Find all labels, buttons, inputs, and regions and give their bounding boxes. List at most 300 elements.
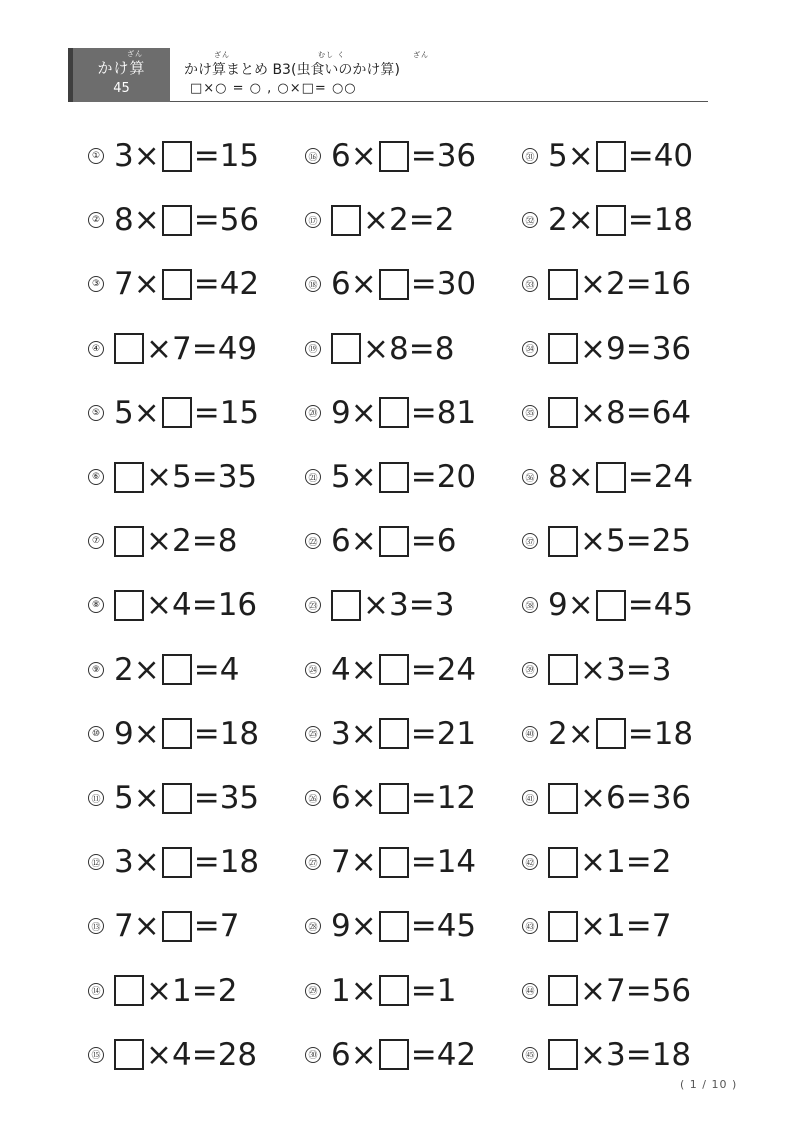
times-sign: ×: [567, 459, 594, 495]
product: 30: [436, 266, 477, 303]
problem-number: ㉗: [305, 854, 321, 870]
problem-item: [522, 455, 693, 499]
problem-number: ⑯: [305, 148, 321, 164]
answer-box[interactable]: [596, 141, 626, 172]
answer-box[interactable]: [162, 654, 192, 685]
product: 35: [219, 780, 260, 816]
equals-sign: =: [625, 651, 652, 688]
times-sign: ×: [580, 394, 606, 431]
problem-number: ㉟: [522, 405, 538, 421]
times-sign: ×: [133, 138, 160, 174]
factor-a: 1: [331, 972, 351, 1009]
title-ruby-a: ざん: [214, 51, 230, 59]
answer-box[interactable]: [162, 269, 192, 300]
problem-number: ㊷: [522, 854, 538, 870]
problem-item: [305, 583, 454, 627]
problem-number: ㊺: [522, 1047, 538, 1063]
equals-sign: =: [193, 202, 220, 239]
answer-box[interactable]: [114, 975, 144, 1006]
product: 28: [217, 1036, 258, 1073]
problem-number: ⑤: [88, 405, 104, 421]
equals-sign: =: [625, 266, 652, 303]
problem-number: ㉛: [522, 148, 538, 164]
product: 36: [651, 330, 692, 367]
equals-sign: =: [410, 138, 437, 174]
problem-item: [88, 519, 237, 563]
factor-b: 7: [605, 972, 626, 1009]
product: 49: [217, 330, 258, 367]
factor-b: 6: [605, 780, 626, 816]
factor-a: 7: [331, 844, 351, 881]
problem-item: [305, 712, 476, 756]
problem-number: ⑪: [88, 790, 104, 806]
problem-item: [305, 134, 476, 178]
problem-item: [305, 198, 454, 242]
equals-sign: =: [410, 908, 437, 945]
factor-a: 9: [114, 715, 134, 752]
problem-number: ⑫: [88, 854, 104, 870]
equals-sign: =: [410, 972, 437, 1009]
factor-a: 2: [548, 715, 568, 752]
problem-item: [305, 391, 476, 435]
factor-b: 7: [171, 330, 192, 367]
factor-a: 6: [331, 266, 351, 303]
times-sign: ×: [350, 972, 377, 1009]
times-sign: ×: [567, 138, 594, 174]
answer-box[interactable]: [548, 526, 578, 557]
equals-sign: =: [625, 1036, 652, 1073]
factor-a: 3: [331, 715, 351, 752]
times-sign: ×: [350, 1036, 377, 1073]
product: 3: [434, 587, 455, 624]
title-ruby-c: ざん: [413, 51, 429, 59]
equals-sign: =: [191, 523, 218, 560]
page-indicator: ( 1 / 10 ): [680, 1078, 738, 1091]
answer-box[interactable]: [162, 141, 192, 172]
answer-box[interactable]: [114, 462, 144, 493]
answer-box[interactable]: [162, 718, 192, 749]
problem-number: ㉑: [305, 469, 321, 485]
factor-b: 8: [605, 394, 626, 431]
answer-box[interactable]: [114, 333, 144, 364]
times-sign: ×: [580, 266, 606, 303]
equals-sign: =: [627, 587, 654, 624]
worksheet-subtitle: □×○ = ○ , ○×□= ○○: [190, 81, 357, 96]
factor-a: 9: [331, 908, 351, 945]
problem-number: ㉔: [305, 662, 321, 678]
times-sign: ×: [580, 972, 606, 1009]
problem-number: ⑨: [88, 662, 104, 678]
problem-number: ㉜: [522, 212, 538, 228]
product: 21: [436, 715, 477, 752]
equals-sign: =: [410, 715, 437, 752]
times-sign: ×: [580, 651, 606, 688]
product: 2: [651, 844, 672, 881]
problem-item: [305, 519, 456, 563]
equals-sign: =: [625, 908, 652, 945]
product: 81: [436, 394, 477, 431]
product: 8: [434, 330, 455, 367]
problem-item: [522, 840, 671, 884]
answer-box[interactable]: [379, 718, 409, 749]
product: 42: [436, 1036, 477, 1073]
factor-b: 4: [171, 587, 192, 624]
problem-number: ⑳: [305, 405, 321, 421]
times-sign: ×: [350, 459, 377, 495]
times-sign: ×: [350, 715, 377, 752]
factor-b: 3: [388, 587, 409, 624]
problem-item: [305, 969, 456, 1013]
product: 18: [219, 715, 260, 752]
answer-box[interactable]: [162, 783, 192, 814]
problem-number: ㊴: [522, 662, 538, 678]
title-ruby-b: むし く: [318, 51, 346, 59]
problem-number: ㊲: [522, 533, 538, 549]
product: 36: [651, 780, 692, 816]
product: 18: [653, 202, 694, 239]
answer-box[interactable]: [379, 462, 409, 493]
equals-sign: =: [191, 330, 218, 367]
equals-sign: =: [410, 651, 437, 688]
product: 2: [217, 972, 238, 1009]
answer-box[interactable]: [162, 911, 192, 942]
problem-number: ⑱: [305, 276, 321, 292]
factor-a: 8: [114, 202, 134, 239]
times-sign: ×: [580, 844, 606, 881]
title-suffix: ): [394, 62, 400, 78]
product: 18: [653, 715, 694, 752]
factor-a: 9: [548, 587, 568, 624]
problem-item: [522, 198, 693, 242]
problem-item: [522, 904, 671, 948]
equals-sign: =: [191, 459, 218, 495]
product: 35: [217, 459, 258, 495]
equals-sign: =: [625, 394, 652, 431]
problem-number: ㊶: [522, 790, 538, 806]
equals-sign: =: [625, 523, 652, 560]
times-sign: ×: [580, 908, 606, 945]
answer-box[interactable]: [114, 1039, 144, 1070]
equals-sign: =: [627, 459, 654, 495]
equals-sign: =: [193, 715, 220, 752]
answer-box[interactable]: [596, 205, 626, 236]
problem-number: ⑧: [88, 597, 104, 613]
answer-box[interactable]: [331, 590, 361, 621]
product: 24: [436, 651, 477, 688]
problem-number: ④: [88, 341, 104, 357]
equals-sign: =: [193, 266, 220, 303]
equals-sign: =: [408, 330, 435, 367]
answer-box[interactable]: [162, 847, 192, 878]
problem-item: [522, 134, 693, 178]
product: 36: [436, 138, 477, 174]
problem-number: ㉚: [305, 1047, 321, 1063]
factor-b: 2: [605, 266, 626, 303]
answer-box[interactable]: [379, 975, 409, 1006]
factor-a: 5: [114, 780, 134, 816]
times-sign: ×: [580, 330, 606, 367]
problem-item: [305, 455, 476, 499]
answer-box[interactable]: [548, 1039, 578, 1070]
problem-number: ㉝: [522, 276, 538, 292]
answer-box[interactable]: [379, 526, 409, 557]
equals-sign: =: [627, 138, 654, 174]
equals-sign: =: [410, 780, 437, 816]
product: 12: [436, 780, 477, 816]
product: 7: [651, 908, 672, 945]
times-sign: ×: [133, 715, 160, 752]
badge-ruby: ざん: [127, 50, 143, 58]
problem-item: [305, 1033, 476, 1077]
times-sign: ×: [350, 138, 377, 174]
answer-box[interactable]: [548, 333, 578, 364]
times-sign: ×: [133, 908, 160, 945]
answer-box[interactable]: [379, 269, 409, 300]
answer-box[interactable]: [548, 397, 578, 428]
problem-number: ㊸: [522, 918, 538, 934]
answer-box[interactable]: [548, 783, 578, 814]
answer-box[interactable]: [596, 462, 626, 493]
answer-box[interactable]: [596, 718, 626, 749]
equals-sign: =: [625, 330, 652, 367]
problem-number: ㊳: [522, 597, 538, 613]
times-sign: ×: [567, 715, 594, 752]
product: 45: [653, 587, 694, 624]
answer-box[interactable]: [379, 911, 409, 942]
times-sign: ×: [580, 1036, 606, 1073]
problem-number: ㉘: [305, 918, 321, 934]
problem-item: [522, 1033, 691, 1077]
answer-box[interactable]: [331, 205, 361, 236]
equals-sign: =: [627, 715, 654, 752]
times-sign: ×: [133, 651, 160, 688]
equals-sign: =: [193, 908, 220, 945]
equals-sign: =: [410, 523, 437, 560]
problem-item: [88, 134, 259, 178]
times-sign: ×: [350, 908, 377, 945]
product: 40: [653, 138, 694, 174]
product: 64: [651, 394, 692, 431]
problem-item: [522, 648, 671, 692]
equals-sign: =: [625, 972, 652, 1009]
problem-item: [522, 776, 691, 820]
problem-item: [88, 391, 259, 435]
answer-box[interactable]: [162, 205, 192, 236]
equals-sign: =: [408, 587, 435, 624]
factor-a: 5: [331, 459, 351, 495]
answer-box[interactable]: [114, 526, 144, 557]
factor-a: 6: [331, 780, 351, 816]
factor-b: 2: [171, 523, 192, 560]
factor-a: 5: [114, 394, 134, 431]
times-sign: ×: [146, 459, 172, 495]
factor-a: 6: [331, 1036, 351, 1073]
problem-item: [88, 969, 237, 1013]
equals-sign: =: [193, 844, 220, 881]
answer-box[interactable]: [114, 590, 144, 621]
factor-b: 1: [605, 908, 626, 945]
problem-item: [88, 455, 257, 499]
problem-item: [522, 583, 693, 627]
problem-item: [305, 648, 476, 692]
problem-number: ㉓: [305, 597, 321, 613]
answer-box[interactable]: [548, 975, 578, 1006]
product: 56: [651, 972, 692, 1009]
equals-sign: =: [191, 587, 218, 624]
equals-sign: =: [410, 459, 437, 495]
equals-sign: =: [625, 780, 652, 816]
factor-a: 4: [331, 651, 351, 688]
problem-number: ⑥: [88, 469, 104, 485]
times-sign: ×: [133, 780, 160, 816]
product: 8: [217, 523, 238, 560]
answer-box[interactable]: [379, 654, 409, 685]
product: 3: [651, 651, 672, 688]
times-sign: ×: [350, 651, 377, 688]
factor-b: 3: [605, 651, 626, 688]
answer-box[interactable]: [379, 783, 409, 814]
equals-sign: =: [193, 651, 220, 688]
equals-sign: =: [410, 266, 437, 303]
answer-box[interactable]: [379, 397, 409, 428]
product: 18: [219, 844, 260, 881]
answer-box[interactable]: [548, 911, 578, 942]
problem-item: [522, 712, 693, 756]
equals-sign: =: [193, 780, 220, 816]
product: 25: [651, 523, 692, 560]
equals-sign: =: [191, 1036, 218, 1073]
problem-item: [88, 1033, 257, 1077]
factor-b: 2: [388, 202, 409, 239]
problem-item: [88, 776, 259, 820]
times-sign: ×: [363, 202, 389, 239]
product: 4: [219, 651, 240, 688]
problem-number: ⑲: [305, 341, 321, 357]
title-insect: 虫食いのかけ算: [296, 62, 395, 78]
badge-title: かけ算: [97, 59, 146, 77]
product: 7: [219, 908, 240, 945]
product: 15: [219, 394, 260, 431]
times-sign: ×: [350, 844, 377, 881]
equals-sign: =: [410, 844, 437, 881]
factor-a: 9: [331, 394, 351, 431]
problem-item: [88, 648, 239, 692]
problem-item: [305, 904, 476, 948]
factor-a: 3: [114, 844, 134, 881]
product: 42: [219, 266, 260, 303]
answer-box[interactable]: [331, 333, 361, 364]
factor-a: 8: [548, 459, 568, 495]
problem-item: [522, 262, 691, 306]
equals-sign: =: [193, 138, 220, 174]
problem-item: [88, 198, 259, 242]
equals-sign: =: [193, 394, 220, 431]
answer-box[interactable]: [162, 397, 192, 428]
times-sign: ×: [133, 202, 160, 239]
problem-number: ㉕: [305, 726, 321, 742]
problem-number: ③: [88, 276, 104, 292]
times-sign: ×: [363, 330, 389, 367]
times-sign: ×: [146, 972, 172, 1009]
product: 14: [436, 844, 477, 881]
problem-number: ㊵: [522, 726, 538, 742]
problem-item: [305, 327, 454, 371]
problem-number: ㊱: [522, 469, 538, 485]
problem-number: ㉞: [522, 341, 538, 357]
factor-a: 5: [548, 138, 568, 174]
factor-a: 3: [114, 138, 134, 174]
equals-sign: =: [408, 202, 435, 239]
times-sign: ×: [567, 202, 594, 239]
factor-b: 4: [171, 1036, 192, 1073]
times-sign: ×: [580, 523, 606, 560]
problem-item: [522, 327, 691, 371]
times-sign: ×: [146, 330, 172, 367]
times-sign: ×: [133, 394, 160, 431]
problem-item: [88, 840, 259, 884]
problem-item: [88, 712, 259, 756]
answer-box[interactable]: [379, 847, 409, 878]
times-sign: ×: [350, 266, 377, 303]
product: 18: [651, 1036, 692, 1073]
equals-sign: =: [627, 202, 654, 239]
times-sign: ×: [133, 844, 160, 881]
product: 16: [217, 587, 258, 624]
factor-a: 7: [114, 908, 134, 945]
problem-item: [88, 583, 257, 627]
equals-sign: =: [625, 844, 652, 881]
times-sign: ×: [350, 780, 377, 816]
times-sign: ×: [146, 587, 172, 624]
equals-sign: =: [410, 394, 437, 431]
factor-a: 6: [331, 138, 351, 174]
answer-box[interactable]: [379, 141, 409, 172]
answer-box[interactable]: [548, 847, 578, 878]
equals-sign: =: [191, 972, 218, 1009]
problem-item: [88, 904, 239, 948]
factor-b: 1: [171, 972, 192, 1009]
problem-number: ⑦: [88, 533, 104, 549]
product: 6: [436, 523, 457, 560]
problem-number: ①: [88, 148, 104, 164]
problem-number: ㊹: [522, 983, 538, 999]
times-sign: ×: [363, 587, 389, 624]
factor-b: 8: [388, 330, 409, 367]
problem-item: [88, 262, 259, 306]
factor-a: 2: [548, 202, 568, 239]
problem-item: [88, 327, 257, 371]
factor-b: 9: [605, 330, 626, 367]
badge-number: 45: [113, 81, 130, 96]
problem-number: ②: [88, 212, 104, 228]
problem-item: [305, 776, 476, 820]
product: 2: [434, 202, 455, 239]
times-sign: ×: [350, 523, 377, 560]
product: 15: [219, 138, 260, 174]
answer-box[interactable]: [596, 590, 626, 621]
answer-box[interactable]: [379, 1039, 409, 1070]
problem-number: ⑰: [305, 212, 321, 228]
factor-b: 5: [605, 523, 626, 560]
problem-item: [522, 969, 691, 1013]
factor-a: 7: [114, 266, 134, 303]
answer-box[interactable]: [548, 269, 578, 300]
product: 1: [436, 972, 457, 1009]
answer-box[interactable]: [548, 654, 578, 685]
factor-a: 2: [114, 651, 134, 688]
problem-number: ⑮: [88, 1047, 104, 1063]
times-sign: ×: [580, 780, 606, 816]
